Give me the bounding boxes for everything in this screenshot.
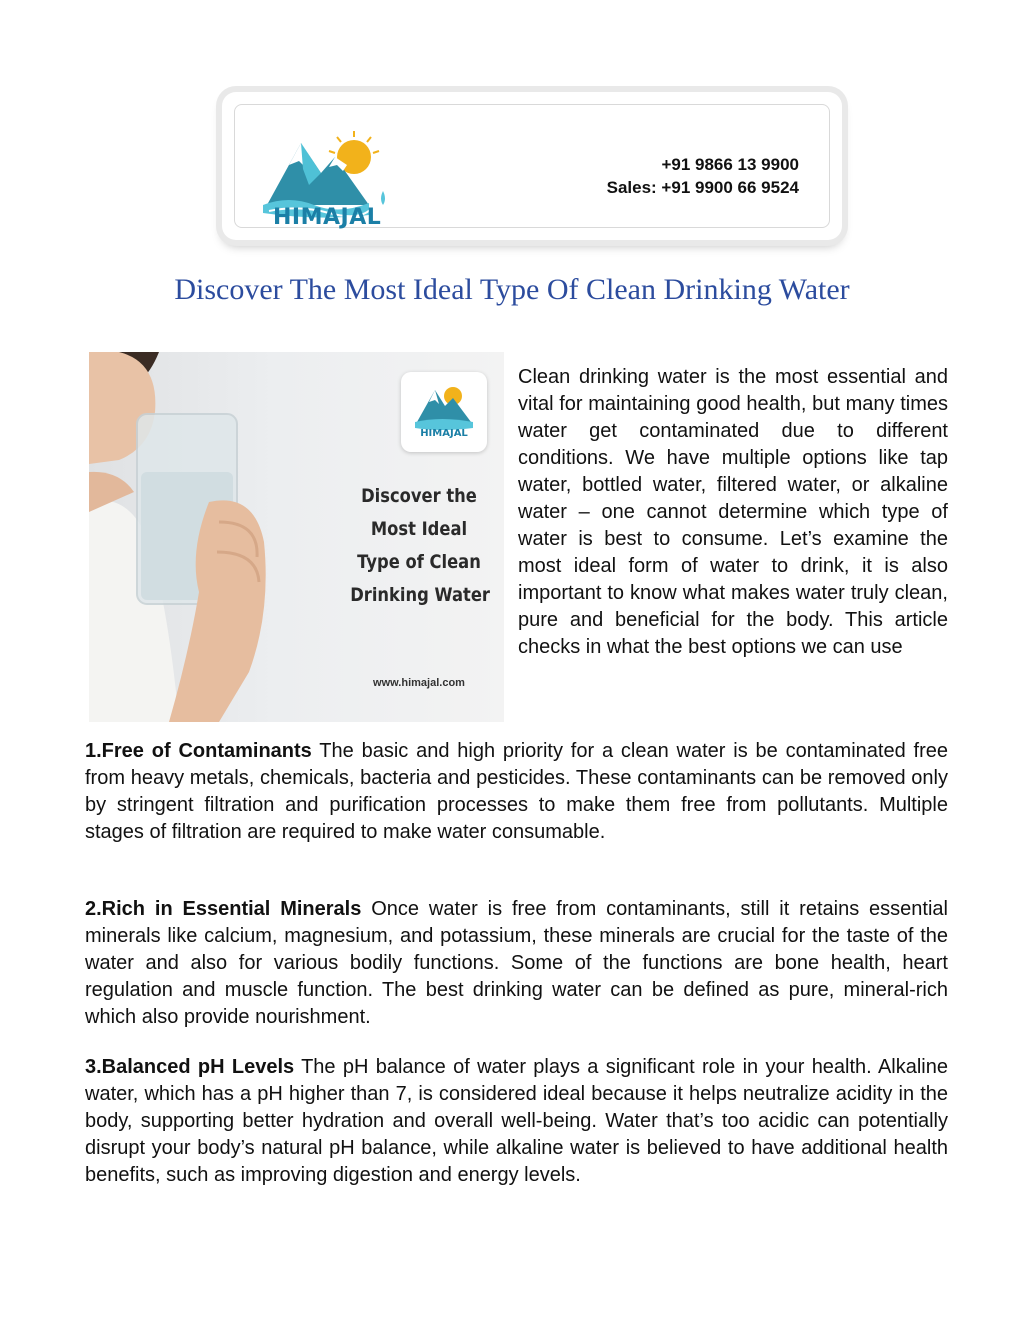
image-heading <box>350 480 488 612</box>
section-text: The basic and high priority for a clean water is be contaminated free from heavy metals, chemicals, bacteria and pesticides. These contaminants can be removed only by stringent filtration and purification processes to make them free from pollutants. Multiple stages of filtration are required to make water consumable. <box>85 740 948 843</box>
sales-number[interactable]: Sales: +91 9900 66 9524 <box>606 178 799 197</box>
phone-number[interactable]: +91 9866 13 9900 <box>661 155 799 174</box>
section-heading: 2.Rich in Essential Minerals <box>85 898 362 920</box>
image-heading-line: Most Ideal <box>370 518 468 540</box>
page-title: Discover The Most Ideal Type Of Clean Drinking Water <box>174 273 850 306</box>
image-heading-line: Type of Clean <box>357 551 481 573</box>
section-heading: 3.Balanced pH Levels <box>85 1056 295 1078</box>
header-banner <box>222 92 842 240</box>
section-balanced-ph <box>85 1054 948 1189</box>
image-heading-line: Discover the <box>361 485 477 507</box>
image-heading-line: Drinking Water <box>350 584 490 606</box>
header-inner-frame <box>234 104 830 228</box>
himajal-mini-logo-icon <box>401 374 487 434</box>
hero-image <box>89 352 504 722</box>
mini-brand-name: HIMAJAL <box>420 428 468 439</box>
section-text: The pH balance of water plays a significant role in your health. Alkaline water, which has a pH higher than 7, is considered ideal because it helps neutralize acidity in the body, supporting better hydration and overall well-being. Water that’s too acidic can potentially disrupt your body’s natural pH balance, while alkaline water is believed to have additional health benefits, such as improving digestion and energy levels. <box>85 1056 948 1186</box>
section-text: Once water is free from contaminants, still it retains essential minerals like calcium, magnesium, and potassium, these minerals are crucial for the taste of the water and also for various bodily functions. Some of the functions are bone health, heart regulation and muscle function. The best drinking water can be defined as pure, mineral-rich which also provide nourishment. <box>85 898 948 1028</box>
section-heading: 1.Free of Contaminants <box>85 740 312 762</box>
brand-name: HIMAJAL <box>273 205 382 230</box>
mini-logo-card <box>401 372 487 452</box>
section-essential-minerals <box>85 896 948 1031</box>
image-url: www.himajal.com <box>373 677 465 689</box>
section-free-of-contaminants <box>85 738 948 846</box>
intro-paragraph: Clean drinking water is the most essential and vital for maintaining good health, but many times water get contaminated due to different conditions. We have multiple options like tap water, bottled water, filtered water, or alkaline water – one cannot determine which type of water is best to consume. Let’s examine the most ideal form of water to drink, it is also important to know what makes water truly clean, pure and beneficial for the body. This article checks in what the best options we can use <box>518 366 948 658</box>
